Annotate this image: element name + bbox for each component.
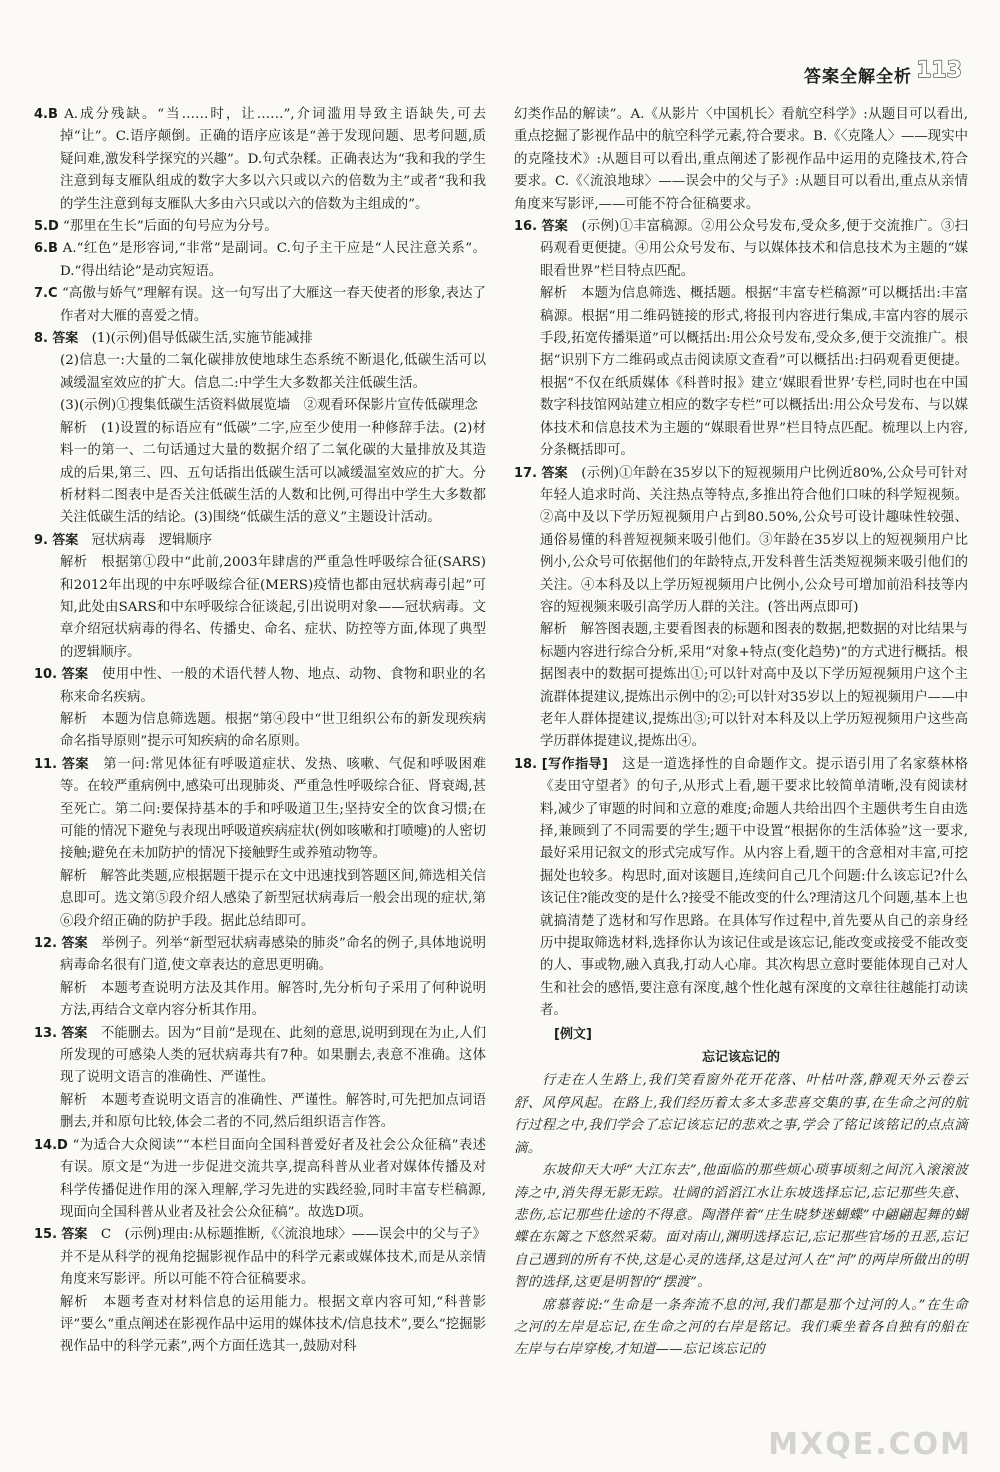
item-number: 7.C bbox=[34, 286, 58, 302]
answer-item bbox=[34, 1224, 486, 1291]
item-number: 18. bbox=[514, 756, 538, 772]
answer-tag: 答案 bbox=[61, 1227, 88, 1243]
item-text: “为适合大众阅读”“本栏目面向全国科普爱好者及社会公众征稿”表述有误。原文是“为进一步促进交流共享,提高科普从业者对媒体传播及对科学传播促进作用的深入理解,学习先进的实践经验,同时丰富专栏稿源,现面向全国科普从业者及社会公众征稿”。故选D项。 bbox=[60, 1137, 486, 1220]
page-header bbox=[0, 0, 1000, 104]
item-detail: 解析 本题考查说明文语言的准确性、严谨性。解答时,可先把加点词语删去,并和原句比较,体会二者的不同,然后组织语言作答。 bbox=[60, 1092, 486, 1131]
answer-item bbox=[34, 754, 486, 866]
item-text: 使用中性、一般的术语代替人物、地点、动物、食物和职业的名称来命名疾病。 bbox=[60, 667, 486, 705]
answer-item bbox=[34, 933, 486, 978]
item-text: 举例子。列举“新型冠状病毒感染的肺炎”命名的例子,具体地说明病毒命名很有门道,使文章表达的意思更明确。 bbox=[60, 936, 486, 974]
item-detail: 解析 本题考查说明方法及其作用。解答时,先分析句子采用了何种说明方法,再结合文章内容分析其作用。 bbox=[60, 980, 486, 1019]
essay-paragraph: 行走在人生路上,我们笑看窗外花开花落、叶枯叶落,静观天外云卷云舒、风停风起。在路上,我们经历着太多太多悲喜交集的事,在生命之河的航行过程之中,我们学会了忘记该忘记的悲欢之事,学会了铭记该铭记的点点滴滴。 bbox=[514, 1073, 968, 1156]
item-detail: 解析 本题考查对材料信息的运用能力。根据文章内容可知,“科普影评”要么“重点阐述在影视作品中运用的媒体技术/信息技术”,要么“挖掘影视作品中的科学元素”,两个方面任选其一,鼓励对科 bbox=[60, 1294, 486, 1355]
item-number: 15. bbox=[34, 1227, 58, 1243]
item-text: C (示例)理由:从标题推断,《〈流浪地球〉——误会中的父与子》并不是从科学的视角挖掘影视作品中的科学元素或媒体技术,而是从亲情角度来写影评。所以可能不符合征稿要求。 bbox=[60, 1227, 486, 1288]
answer-item bbox=[34, 664, 486, 709]
answer-tag: 答案 bbox=[52, 331, 79, 347]
answer-tag: 答案 bbox=[61, 756, 90, 772]
answer-item bbox=[34, 1135, 486, 1225]
item-text: “那里在生长”后面的句号应为分号。 bbox=[63, 219, 278, 235]
answer-item bbox=[514, 463, 968, 620]
item-text: (示例)①年龄在35岁以下的短视频用户比例近80%,公众号可针对年轻人追求时尚、关注热点等特点,多推出符合他们口味的科学短视频。②高中及以下学历短视频用户占到80.50%,公众号可设计趣味性较强、通俗易懂的科普短视频来吸引他们。③年龄在35岁以上的短视频用户比例小,公众号可依据他们的年龄特点,开发科普生活类短视频来吸引他们的关注。④本科及以上学历短视频用户比例小,公众号可增加前沿科技等内容的短视频来吸引高学历人群的关注。(答出两点即可) bbox=[540, 465, 968, 615]
answer-item bbox=[34, 530, 486, 552]
essay-paragraph: 东坡仰天大呼“大江东去”,他面临的那些烦心琐事顷刻之间沉入滚滚波涛之中,消失得无影无踪。壮阔的滔滔江水让东坡选择忘记,忘记那些失意、悲伤,忘记那些仕途的不得意。陶潜伴着“庄生晓梦迷蝴蝶”中翩翩起舞的蝴蝶在东篱之下悠然采菊。面对南山,渊明选择忘记,忘记那些官场的丑恶,忘记自己遇到的所有不快,这是心灵的选择,这是过河人在“河”的两岸所做出的明智的选择,这更是明智的“摆渡”。 bbox=[514, 1163, 968, 1291]
continued-analysis: 幻类作品的解读”。A.《从影片〈中国机长〉看航空科学》:从题目可以看出,重点挖掘了影视作品中的航空科学元素,符合要求。B.《〈克隆人〉——现实中的克隆技术》:从题目可以看出,重点阐述了影视作品中运用的克隆技术,符合要求。C.《〈流浪地球〉——误会中的父与子》:从题目可以看出,重点从亲情角度来写影评,——可能不符合征稿要求。 bbox=[514, 107, 968, 212]
answer-item bbox=[34, 328, 486, 350]
answer-tag: [写作指导] bbox=[541, 756, 608, 772]
answer-tag: 答案 bbox=[52, 532, 79, 548]
answer-item bbox=[514, 216, 968, 283]
item-number: 17. bbox=[514, 465, 538, 481]
essay-title: 忘记该忘记的 bbox=[701, 1050, 780, 1066]
item-text: 这是一道选择性的自命题作文。提示语引用了名家蔡林格《麦田守望者》的句子,从形式上看,题干要求比较简单清晰,没有阅读材料,减少了审题的时间和立意的难度;命题人共给出四个主题供考生自由选择,兼顾到了不同需要的学生;题干中设置“根据你的生活体验”这一要求,最好采用记叙文的形式完成写作。从内容上看,题干的含意相对丰富,可挖掘处也较多。构思时,面对该题目,连续问自己几个问题:什么该忘记?什么该记住?能改变的是什么?接受不能改变的什么?理清这几个问题,基本上也就搞清楚了选材和写作思路。在具体写作过程中,首先要从自己的亲身经历中提取筛选材料,选择你认为该记住或是该忘记,能改变或接受不能改变的人、事或物,融入真我,打动人心扉。其次构思立意时要能体现自己对人生和社会的感悟,要注意有深度,越个性化越有深度的文章往往越能打动读者。 bbox=[540, 756, 969, 1019]
item-number: 8. bbox=[34, 331, 48, 347]
answer-item bbox=[34, 216, 486, 238]
right-column bbox=[514, 104, 968, 1362]
answer-item bbox=[34, 238, 486, 283]
answer-item bbox=[514, 754, 968, 1023]
item-detail: (3)(示例)①搜集低碳生活资料做展览墙 ②观看环保影片宣传低碳理念 bbox=[60, 398, 478, 414]
essay-paragraph: 席慕蓉说:“生命是一条奔流不息的河,我们都是那个过河的人。”在生命之河的左岸是忘记,在生命之河的右岸是铭记。我们乘坐着各自独有的船在左岸与右岸穿梭,才知道——忘记该忘记的 bbox=[514, 1297, 968, 1358]
left-column bbox=[34, 104, 486, 1359]
item-text: 不能删去。因为“目前”是现在、此刻的意思,说明到现在为止,人们所发现的可感染人类的冠状病毒共有7种。如果删去,表意不准确。这体现了说明文语言的准确性、严谨性。 bbox=[60, 1025, 486, 1086]
answer-item bbox=[34, 104, 486, 216]
answer-item bbox=[34, 1023, 486, 1090]
right-items bbox=[514, 216, 968, 1023]
item-text: (1)(示例)倡导低碳生活,实施节能减排 bbox=[91, 331, 313, 347]
item-number: 12. bbox=[34, 936, 58, 952]
item-number: 14.D bbox=[34, 1137, 68, 1153]
item-text: A.“红色”是形容词,“非常”是副词。C.句子主干应是“人民注意关系”。D.“得出结论”是动宾短语。 bbox=[60, 241, 486, 279]
answer-tag: 答案 bbox=[61, 667, 89, 683]
item-number: 9. bbox=[34, 532, 48, 548]
header-title: 答案全解全析 bbox=[804, 67, 912, 87]
item-number: 5.D bbox=[34, 219, 59, 235]
item-detail: 解析 解答此类题,应根据题干提示在文中迅速找到答题区间,筛选相关信息即可。选文第⑤段介绍人感染了新型冠状病毒后一般会出现的症状,第⑥段介绍正确的防护手段。据此总结即可。 bbox=[60, 868, 486, 929]
item-number: 13. bbox=[34, 1025, 58, 1041]
item-number: 11. bbox=[34, 756, 58, 772]
item-text: 冠状病毒 逻辑顺序 bbox=[91, 532, 213, 548]
answer-tag: 答案 bbox=[541, 465, 568, 481]
item-number: 10. bbox=[34, 667, 58, 683]
item-number: 16. bbox=[514, 219, 538, 235]
item-detail: 解析 本题为信息筛选题。根据“第④段中“世卫组织公布的新发现疾病命名指导原则”提示可知疾病的命名原则。 bbox=[60, 711, 486, 750]
answer-tag: 答案 bbox=[541, 219, 568, 235]
item-detail: 解析 (1)设置的标语应有“低碳”二字,应至少使用一种修辞手法。(2)材料一的第一、二句话通过大量的数据介绍了二氧化碳的大量排放及其造成的后果,第三、四、五句话指出低碳生活可以减缓温室效应的扩大。分析材料二图表中是否关注低碳生活的人数和比例,可得出中学生大多数都关注低碳生活的结论。(3)围绕“低碳生活的意义”主题设计活动。 bbox=[60, 420, 486, 526]
item-text: 第一问:常见体征有呼吸道症状、发热、咳嗽、气促和呼吸困难等。在较严重病例中,感染可出现肺炎、严重急性呼吸综合征、肾衰竭,甚至死亡。第二问:要保持基本的手和呼吸道卫生;坚持安全的饮食习惯;在可能的情况下避免与表现出呼吸道疾病症状(例如咳嗽和打喷嚏)的人密切接触;避免在未加防护的情况下接触野生或养殖动物等。 bbox=[60, 756, 486, 862]
item-number: 6.B bbox=[34, 241, 58, 257]
item-detail: 解析 本题为信息筛选、概括题。根据“丰富专栏稿源”可以概括出:丰富稿源。根据“用二维码链接的形式,将报刊内容进行集成,丰富内容的展示手段,拓宽传播渠道”可以概括出:用公众号发布,受众多,便于交流推广。根据“识别下方二维码或点击阅读原文查看”可以概括出:扫码观看更便捷。根据“不仅在纸质媒体《科普时报》建立‘媒眼看世界’专栏,同时也在中国数字科技馆网站建立相应的数字专栏”可以概括出:用公众号发布、与以媒体技术和信息技术为主题的“媒眼看世界”栏目特点匹配。梳理以上内容,分条概括即可。 bbox=[540, 286, 968, 459]
answer-item bbox=[34, 283, 486, 328]
essay-body bbox=[514, 1070, 968, 1361]
item-text: A.成分残缺。“当……时，让……”,介词滥用导致主语缺失,可去掉“让”。C.语序颠倒。正确的语序应该是“善于发现问题、思考问题,质疑问难,激发科学探究的兴趣”。D.句式杂糅。正确表达为“我和我的学生注意到每支雁队组成的数字大多以六只或以六的倍数为主”或者“我和我的学生注意到每支雁队大多由六只或以六的倍数为主组成的”。 bbox=[60, 107, 486, 212]
page-number: 113 bbox=[916, 58, 962, 83]
answer-tag: 答案 bbox=[61, 936, 88, 952]
item-text: “高傲与娇气”理解有误。这一句写出了大雁这一春天使者的形象,表达了作者对大雁的喜爱之情。 bbox=[60, 286, 486, 324]
answer-tag: 答案 bbox=[61, 1025, 88, 1041]
watermark: MXQE.COM bbox=[768, 1427, 972, 1462]
item-detail: 解析 解答图表题,主要看图表的标题和图表的数据,把数据的对比结果与标题内容进行综合分析,采用“对象+特点(变化趋势)”的方式进行概括。根据图表中的数据可提炼出①;可以针对高中及以下学历短视频用户这个主流群体提建议,提炼出示例中的②;可以针对35岁以上的短视频用户——中老年人群体提建议,提炼出③;可以针对本科及以上学历短视频用户这些高学历群体提建议,提炼出④。 bbox=[540, 622, 968, 750]
item-detail: (2)信息一:大量的二氧化碳排放使地球生态系统不断退化,低碳生活可以减缓温室效应的扩大。信息二:中学生大多数都关注低碳生活。 bbox=[60, 353, 486, 391]
item-text: (示例)①丰富稿源。②用公众号发布,受众多,便于交流推广。③扫码观看更便捷。④用公众号发布、与以媒体技术和信息技术为主题的“媒眼看世界”栏目特点匹配。 bbox=[540, 219, 968, 279]
item-detail: 解析 根据第①段中“此前,2003年肆虐的严重急性呼吸综合征(SARS)和2012年出现的中东呼吸综合征(MERS)疫情也都由冠状病毒引起”可知,此处由SARS和中东呼吸综合征谈起,引出说明对象——冠状病毒。文章介绍冠状病毒的得名、传播史、命名、症状、防控等方面,体现了典型的逻辑顺序。 bbox=[60, 555, 486, 660]
item-number: 4.B bbox=[34, 107, 58, 122]
essay-label: [例文] bbox=[554, 1026, 592, 1042]
